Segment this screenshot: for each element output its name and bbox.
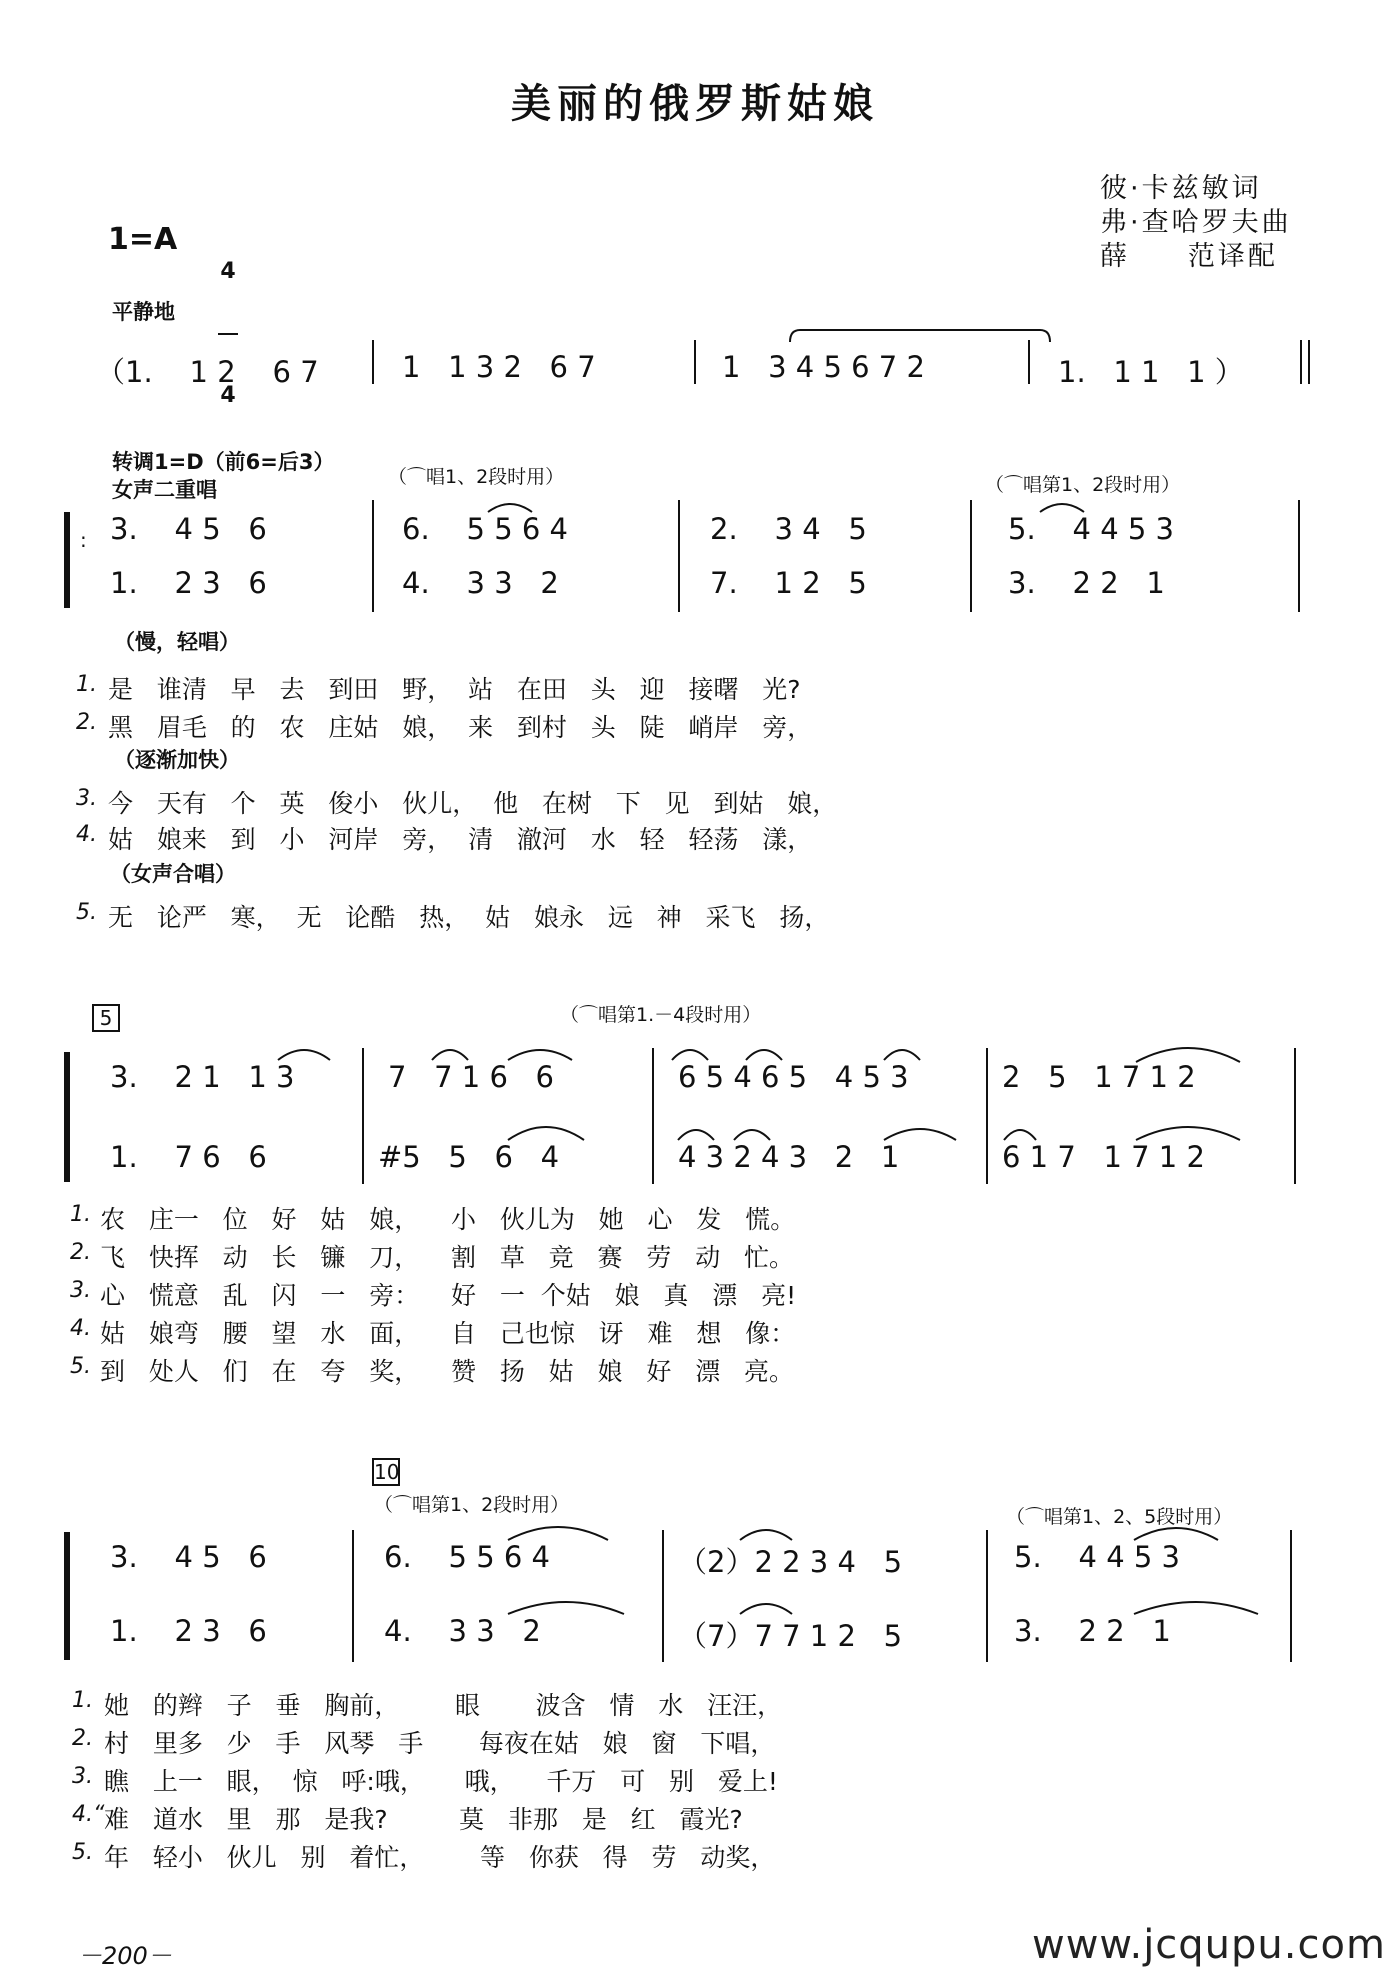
performance-marking: （慢，轻唱） xyxy=(114,630,240,654)
lyric-line: 心 慌意 乱 闪 一 旁： 好 一 个姑 娘 真 漂 亮! xyxy=(100,1281,797,1310)
slur xyxy=(740,1530,792,1540)
slur xyxy=(790,330,1050,342)
lower-voice-measure: 7. 1 2 5 xyxy=(710,566,867,600)
verse-number: 2. xyxy=(72,1726,93,1751)
slur xyxy=(734,1130,770,1140)
lyric-line: 是 谁清 早 去 到田 野， 站 在田 头 迎 接曙 光? xyxy=(108,675,801,704)
slur xyxy=(432,1050,468,1060)
upper-voice-measure: 5. 4 4 5 3 xyxy=(1014,1540,1180,1574)
slur xyxy=(278,1050,330,1060)
lyric-line: 飞 快挥 动 长 镰 刀， 割 草 竞 赛 劳 动 忙。 xyxy=(100,1243,795,1272)
verse-number: 5. xyxy=(72,1840,93,1865)
rehearsal-mark: 10 xyxy=(374,1460,400,1484)
slur xyxy=(678,1130,714,1140)
lower-voice-measure: 1. 2 3 6 xyxy=(110,566,267,600)
lyric-line: 农 庄一 位 好 姑 娘， 小 伙儿为 她 心 发 慌。 xyxy=(100,1205,796,1234)
lyric-line: 无 论严 寒， 无 论酷 热， 姑 娘永 远 神 采飞 扬， xyxy=(108,903,830,932)
upper-voice-measure: 2 5 1 7 1 2 xyxy=(1002,1060,1196,1094)
voicing-marking: 女声二重唱 xyxy=(112,478,217,502)
lyric-line: 年 轻小 伙儿 别 着忙， 等 你获 得 劳 动奖， xyxy=(104,1843,776,1872)
intro-measure: （1. 1 2 6 7 xyxy=(96,355,319,389)
slur xyxy=(508,1602,624,1614)
lower-voice-measure: 3. 2 2 1 xyxy=(1014,1614,1171,1648)
fermata-note: （⌒唱第1.－4段时用） xyxy=(560,1004,762,1026)
time-signature-top: 4 xyxy=(220,259,236,284)
lyric-line: 到 处人 们 在 夸 奖， 赞 扬 姑 娘 好 漂 亮。 xyxy=(100,1357,795,1386)
lyric-line: 今 天有 个 英 俊小 伙儿， 他 在树 下 见 到姑 娘， xyxy=(108,789,838,818)
composer-credit: 弗·查哈罗夫曲 xyxy=(1100,207,1292,238)
upper-voice-measure: 6. 5 5 6 4 xyxy=(402,512,568,546)
slur xyxy=(1136,1048,1240,1062)
page-number: －200－ xyxy=(78,1942,172,1970)
slur xyxy=(1004,1130,1036,1140)
slur xyxy=(746,1050,782,1060)
song-title: 美丽的俄罗斯姑娘 xyxy=(511,81,879,127)
tempo-marking: 平静地 xyxy=(112,300,175,324)
fermata-note: （⌒唱第1、2、5段时用） xyxy=(1006,1506,1233,1528)
lower-voice-measure: 4. 3 3 2 xyxy=(384,1614,541,1648)
upper-voice-measure: 5. 4 4 5 3 xyxy=(1008,512,1174,546)
website-watermark: www.jcqupu.com xyxy=(1032,1922,1386,1968)
slur xyxy=(1134,1602,1258,1614)
lyric-line: 黑 眉毛 的 农 庄姑 娘， 来 到村 头 陡 峭岸 旁， xyxy=(108,713,813,742)
verse-number: 4. xyxy=(76,822,97,847)
verse-number: 3. xyxy=(72,1764,93,1789)
lower-voice-measure: 4. 3 3 2 xyxy=(402,566,559,600)
upper-voice-measure: 2. 3 4 5 xyxy=(710,512,867,546)
slur xyxy=(1040,504,1084,512)
slur xyxy=(740,1604,792,1614)
slur xyxy=(884,1129,956,1140)
lyricist-credit: 彼·卡兹敏词 xyxy=(1100,173,1262,204)
performance-marking: （逐渐加快） xyxy=(114,748,240,772)
modulation-marking: 转调1=D（前6=后3） xyxy=(112,450,335,474)
upper-voice-measure: 6 5 4 6 5 4 5 3 xyxy=(678,1060,909,1094)
slur xyxy=(508,1050,572,1060)
slur xyxy=(1134,1528,1218,1540)
rehearsal-mark: 5 xyxy=(92,1004,120,1032)
verse-number: 2. xyxy=(70,1240,91,1265)
fermata-note: （⌒唱第1、2段时用） xyxy=(985,474,1181,496)
slur xyxy=(488,504,532,512)
slur xyxy=(672,1050,708,1060)
verse-number: 3. xyxy=(76,786,97,811)
verse-number: 4.“ xyxy=(72,1802,105,1827)
lower-voice-measure: 4 3 2 4 3 2 1 xyxy=(678,1140,900,1174)
verse-number: 1. xyxy=(76,672,97,697)
performance-marking: （女声合唱） xyxy=(110,862,236,886)
time-signature-bottom: 4 xyxy=(220,383,236,408)
lyric-line: 村 里多 少 手 风琴 手 每夜在姑 娘 窗 下唱， xyxy=(104,1729,776,1758)
upper-voice-measure: 3. 2 1 1 3 xyxy=(110,1060,295,1094)
verse-number: 2. xyxy=(76,710,97,735)
lyric-line: 她 的辫 子 垂 胸前， 眼 波含 情 水 汪汪， xyxy=(104,1691,783,1720)
lyric-line: 姑 娘弯 腰 望 水 面， 自 己也惊 讶 难 想 像： xyxy=(100,1319,796,1348)
slur xyxy=(508,1127,584,1140)
lower-voice-measure: #5 5 6 4 xyxy=(378,1140,560,1174)
fermata-note: （⌒唱1、2段时用） xyxy=(388,466,565,488)
lyric-line: 瞧 上一 眼， 惊 呼:哦， 哦， 千万 可 别 爱上! xyxy=(104,1767,778,1796)
lyric-line: 姑 娘来 到 小 河岸 旁， 清 澈河 水 轻 轻荡 漾， xyxy=(108,825,813,854)
upper-voice-measure: 3. 4 5 6 xyxy=(110,1540,267,1574)
intro-measure: 1 1 3 2 6 7 xyxy=(402,350,596,384)
intro-measure: 1 3 4 5 6 7 2 xyxy=(722,350,925,384)
lower-voice-measure: 3. 2 2 1 xyxy=(1008,566,1165,600)
upper-voice-measure: 7 7 1 6 6 xyxy=(388,1060,554,1094)
verse-number: 5. xyxy=(70,1354,91,1379)
upper-voice-measure: （2）2 2 3 4 5 xyxy=(678,1545,903,1579)
slur xyxy=(508,1527,608,1540)
verse-number: 5. xyxy=(76,900,97,925)
slur xyxy=(1136,1127,1240,1140)
verse-number: 3. xyxy=(70,1278,91,1303)
upper-voice-measure: 3. 4 5 6 xyxy=(110,512,267,546)
fermata-note: （⌒唱第1、2段时用） xyxy=(374,1494,570,1516)
lower-voice-measure: 1. 7 6 6 xyxy=(110,1140,267,1174)
intro-measure: 1. 1 1 1 ） xyxy=(1058,355,1244,389)
upper-voice-measure: 6. 5 5 6 4 xyxy=(384,1540,550,1574)
verse-number: 4. xyxy=(70,1316,91,1341)
verse-number: 1. xyxy=(72,1688,93,1713)
lyric-line: 难 道水 里 那 是我? 莫 非那 是 红 霞光? xyxy=(104,1805,743,1834)
key-signature: 1=A xyxy=(108,222,178,257)
slur xyxy=(884,1050,920,1060)
verse-number: 1. xyxy=(70,1202,91,1227)
lower-voice-measure: 1. 2 3 6 xyxy=(110,1614,267,1648)
translator-credit: 薛 范译配 xyxy=(1100,241,1278,272)
lower-voice-measure: （7）7 7 1 2 5 xyxy=(678,1619,903,1653)
lower-voice-measure: 6 1 7 1 7 1 2 xyxy=(1002,1140,1205,1174)
